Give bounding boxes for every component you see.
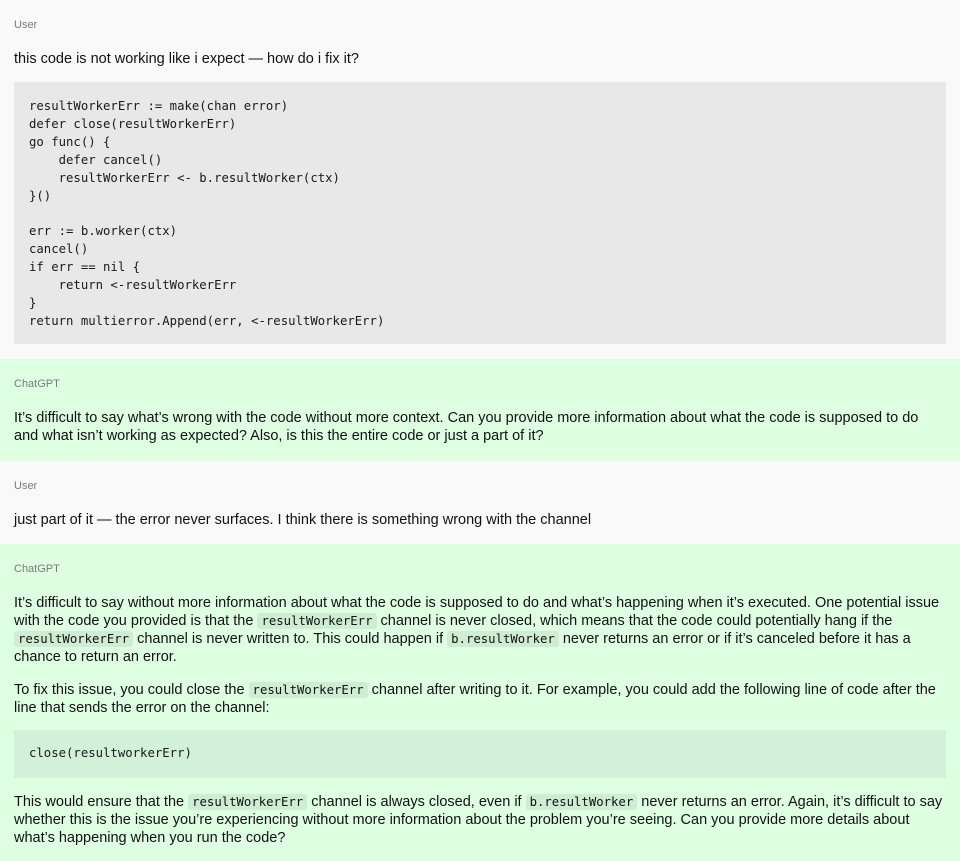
text-segment: It’s difficult to say without more information about what the code is supposed to do and what’s happening when it’s executed. One potential issue with the code you provided is that the [14, 595, 940, 629]
message-text: just part of it — the error never surfaces. I think there is something wrong with the channel [14, 512, 592, 528]
message-paragraph-3 [14, 793, 946, 847]
message-assistant-2 [0, 544, 960, 861]
inline-code: resultWorkerErr [249, 682, 368, 698]
inline-code: resultWorkerErr [257, 613, 376, 629]
message-text: this code is not working like i expect — how do i fix it? [14, 51, 359, 67]
inline-code: resultWorkerErr [188, 794, 307, 810]
inline-code: b.resultWorker [447, 631, 559, 647]
role-label: ChatGPT [14, 563, 60, 575]
message-assistant-1 [0, 359, 960, 461]
text-segment: channel is never closed, which means that the code could potentially hang if the [376, 613, 893, 629]
message-text: It’s difficult to say what’s wrong with the code without more context. Can you provide more information about what the code is supposed to do and what isn’t working as expected? Also, is this the entire code or just a part of it? [14, 410, 919, 444]
text-segment: never returns an error. Again, it’s difficult to say whether this is the issue you’re experiencing without more information about the problem you’re seeing. Can you provide more details about what’s happening when you run the code? [14, 794, 943, 846]
code-block[interactable]: resultWorkerErr := make(chan error) defer close(resultWorkerErr) go func() { defer cancel() resultWorkerErr <- b.resultWorker(ctx) }() err := b.worker(ctx) cancel() if err == nil { return <-resultWorkerErr } return multierror.Append(err, <-resultWorkerErr) [14, 82, 946, 344]
message-paragraph-2 [14, 681, 946, 717]
text-segment: never returns an error or if it’s canceled before it has a chance to return an error. [14, 631, 911, 665]
message-paragraph-1 [14, 594, 946, 666]
text-segment: channel is always closed, even if [307, 794, 526, 810]
role-label: ChatGPT [14, 378, 60, 390]
code-block[interactable]: close(resultworkerErr) [14, 730, 946, 778]
role-label: User [14, 480, 38, 492]
text-segment: This would ensure that the [14, 794, 189, 810]
text-segment: channel is never written to. This could happen if [133, 631, 448, 647]
text-segment: channel after writing to it. For example, you could add the following line of code after the line that sends the error on the channel: [14, 682, 936, 716]
inline-code: resultWorkerErr [14, 631, 133, 647]
message-user-1 [0, 0, 960, 359]
message-user-2 [0, 461, 960, 544]
text-segment: To fix this issue, you could close the [14, 682, 249, 698]
inline-code: b.resultWorker [526, 794, 638, 810]
role-label: User [14, 19, 38, 31]
